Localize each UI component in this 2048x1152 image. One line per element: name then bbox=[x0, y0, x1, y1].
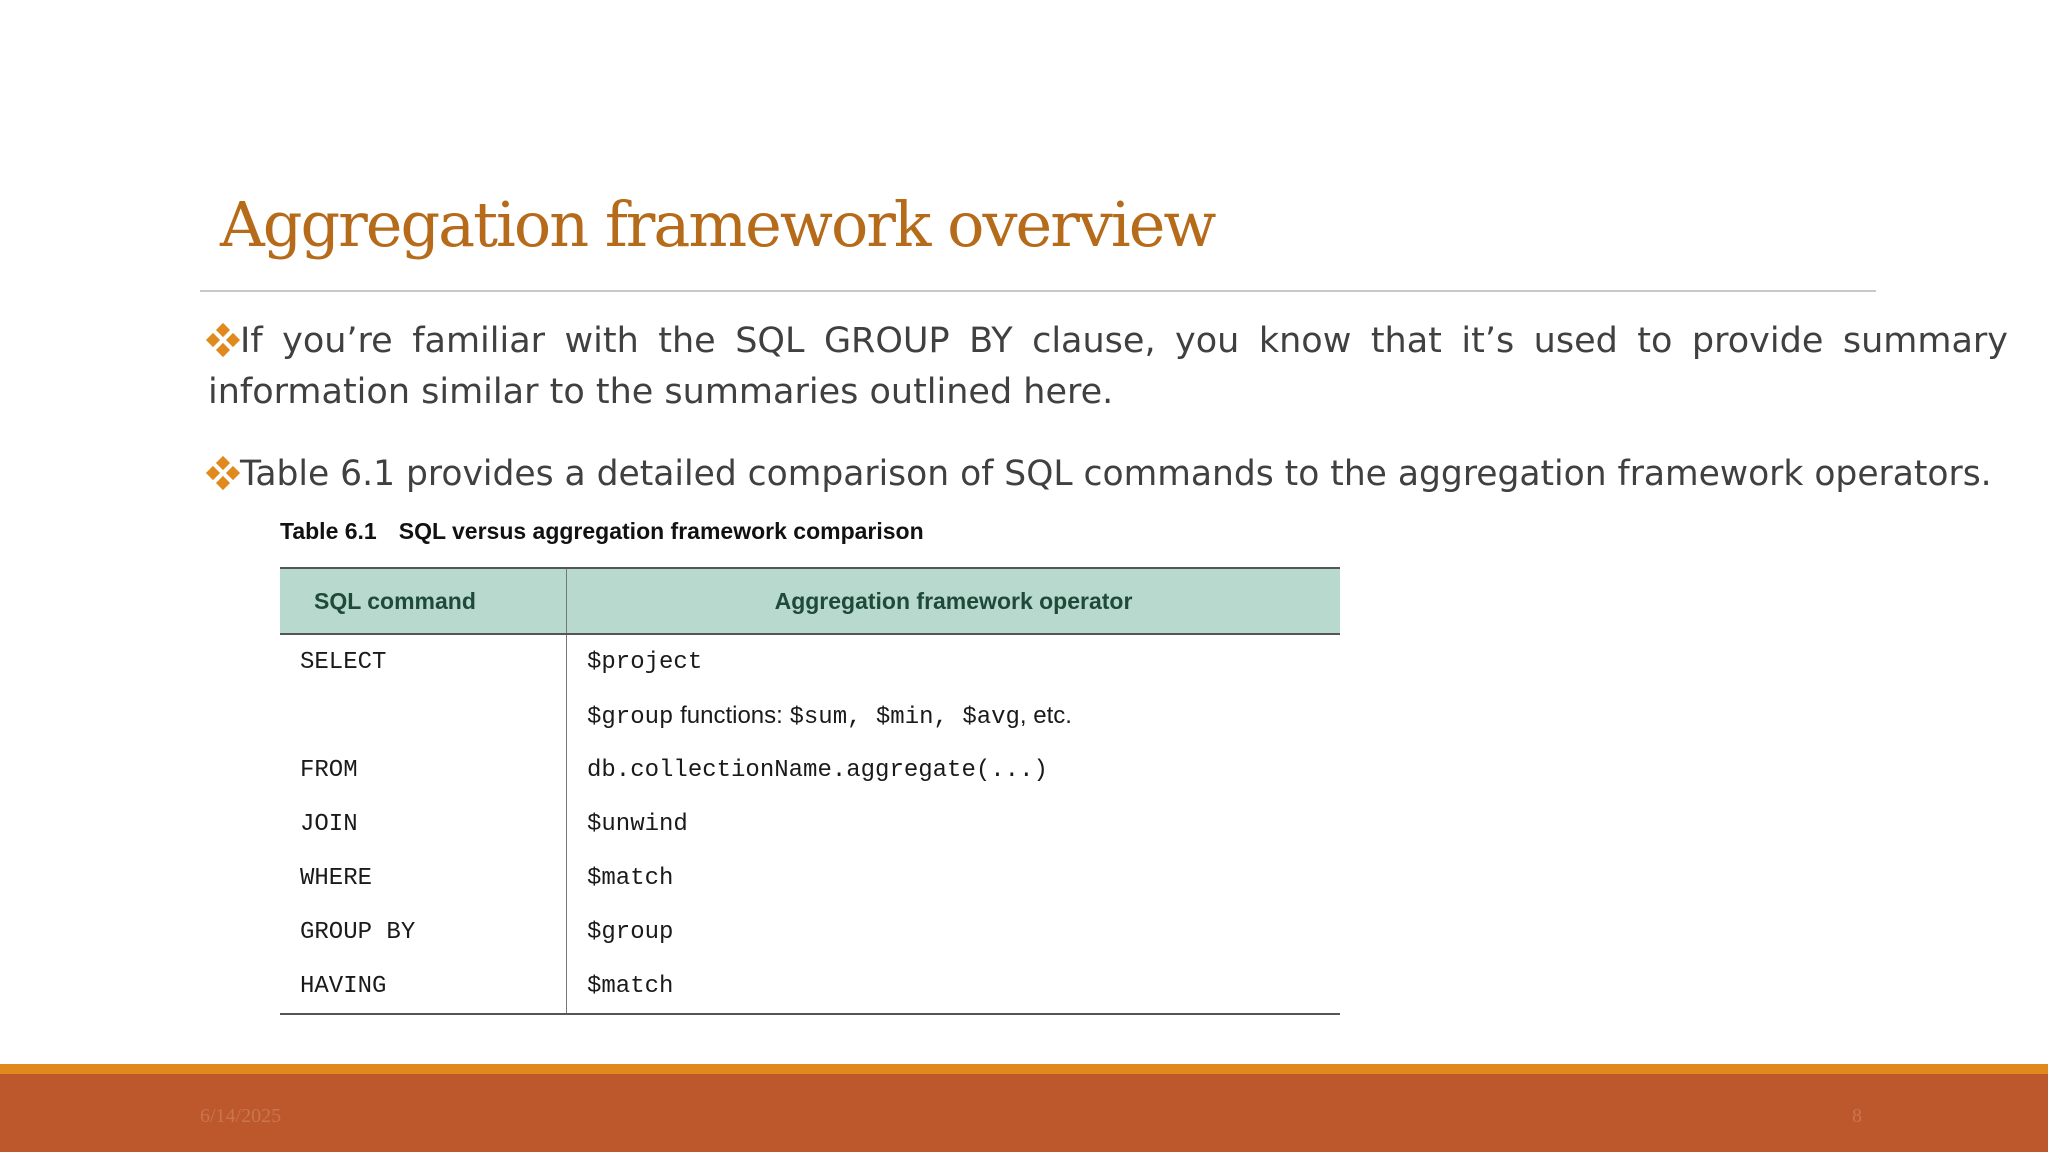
table-row bbox=[280, 797, 1340, 851]
bullet-2 bbox=[208, 449, 2018, 500]
table-header-row bbox=[280, 568, 1340, 634]
operator-cell: $match bbox=[567, 959, 1341, 1014]
sql-cell: GROUP BY bbox=[280, 905, 567, 959]
operator-cell: $project bbox=[587, 648, 703, 676]
operator-function-list: $sum, $min, $avg bbox=[789, 703, 1020, 731]
header-sql-command: SQL command bbox=[280, 568, 567, 634]
table-caption-text: SQL versus aggregation framework comparison bbox=[398, 518, 924, 544]
slide-title: Aggregation framework overview bbox=[220, 188, 1215, 261]
slide-number: 8 bbox=[1852, 1105, 1862, 1127]
operator-cell: $unwind bbox=[587, 810, 688, 838]
sql-cell: SELECT bbox=[280, 634, 567, 689]
sql-cell: FROM bbox=[280, 743, 567, 797]
footer-date: 6/14/2025 bbox=[200, 1105, 282, 1127]
table-row bbox=[280, 959, 1340, 1014]
operator-etc: , etc. bbox=[1019, 701, 1072, 729]
title-divider bbox=[200, 290, 1876, 292]
footer-bar bbox=[0, 1074, 2048, 1152]
operator-group: $group bbox=[587, 703, 674, 731]
table-row bbox=[280, 743, 1340, 797]
sql-cell: WHERE bbox=[280, 851, 567, 905]
table-row bbox=[280, 634, 1340, 689]
table-row bbox=[280, 851, 1340, 905]
bullet-1-text: If you’re familiar with the SQL GROUP BY clause, you know that it’s used to provide summary information similar to the summaries outlined here. bbox=[208, 321, 2008, 412]
operator-cell bbox=[567, 689, 1341, 743]
sql-cell: JOIN bbox=[280, 797, 567, 851]
sql-cell: HAVING bbox=[280, 959, 567, 1014]
operator-cell: $match bbox=[587, 864, 674, 892]
four-diamond-bullet-icon bbox=[208, 325, 238, 355]
operator-cell: db.collectionName.aggregate(...) bbox=[587, 756, 1048, 784]
operator-functions-label: functions: bbox=[673, 701, 790, 729]
bullet-2-text: Table 6.1 provides a detailed comparison of SQL commands to the aggregation framework operators. bbox=[240, 454, 1992, 494]
table-caption bbox=[280, 518, 924, 545]
footer-accent-stripe bbox=[0, 1064, 2048, 1074]
bullet-1 bbox=[208, 316, 2008, 418]
operator-cell: $group bbox=[587, 918, 674, 946]
table-row bbox=[280, 905, 1340, 959]
header-aggregation-operator: Aggregation framework operator bbox=[567, 568, 1341, 634]
four-diamond-bullet-icon bbox=[208, 458, 238, 488]
comparison-table bbox=[280, 567, 1340, 1015]
sql-cell bbox=[280, 689, 567, 743]
table-caption-number: Table 6.1 bbox=[280, 518, 377, 544]
table-row bbox=[280, 689, 1340, 743]
